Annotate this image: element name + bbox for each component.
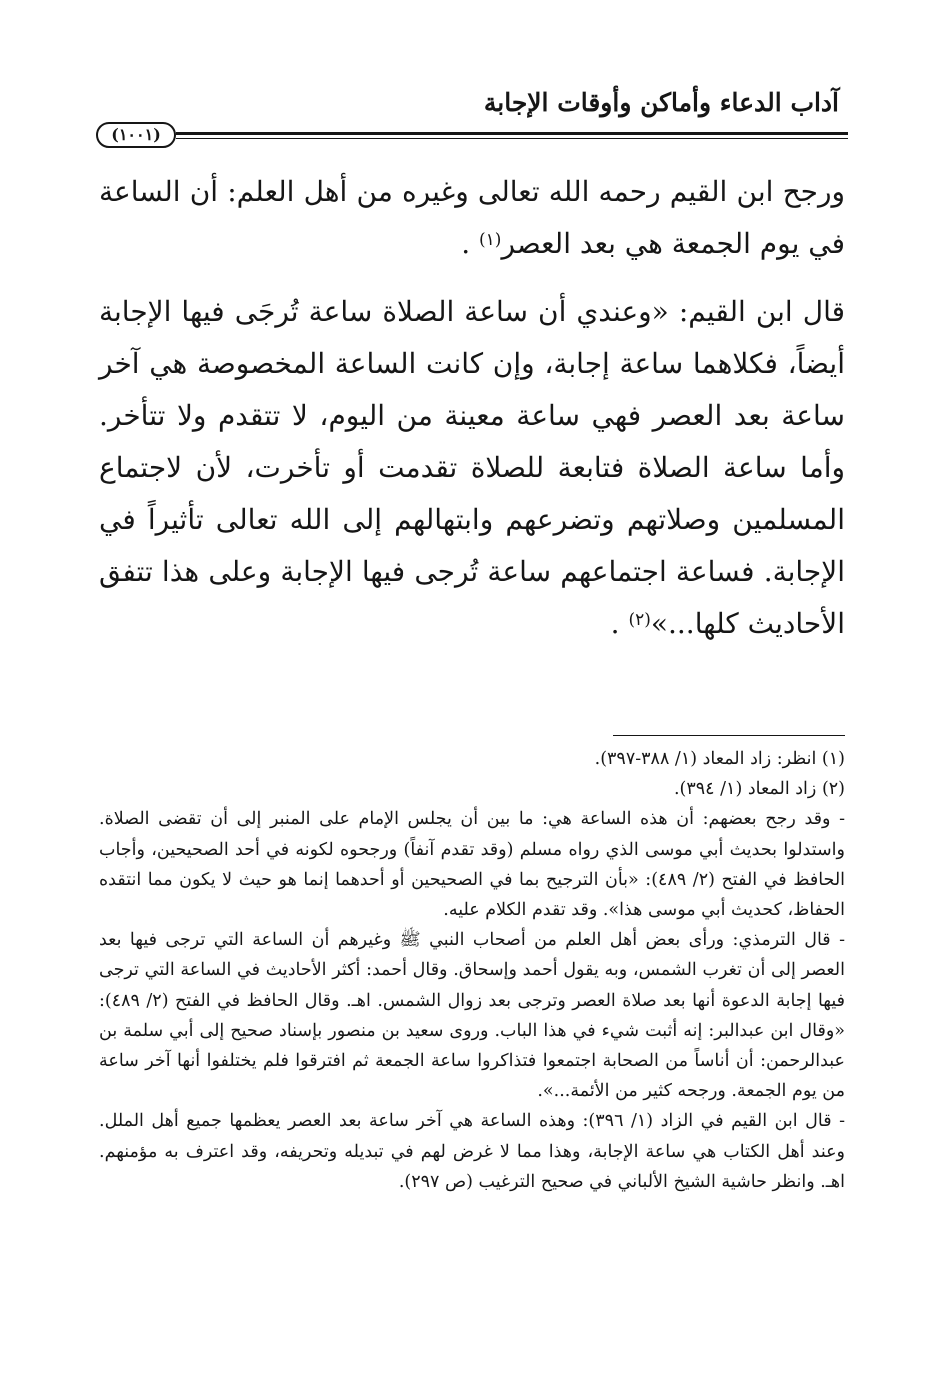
footnote-2: (٢) زاد المعاد (١/ ٣٩٤). [673,779,845,800]
paragraph-2 [99,286,845,650]
page-number: (١٠٠١) [96,122,176,148]
header-rule [96,125,848,144]
paragraph-2-end: . [610,607,629,640]
footnote-1: (١) انظر: زاد المعاد (١/ ٣٨٨-٣٩٧). [594,749,845,769]
main-text [99,166,845,650]
paragraph-2-text: قال ابن القيم: «وعندي أن ساعة الصلاة ساعة تُرجَى فيها الإجابة أيضاً، فكلاهما ساعة إجابة، وإن كانت الساعة المخصوصة هي آخر ساعة بعد العصر فهي ساعة معينة من اليوم، لا تتقدم ولا تتأخر. وأما ساعة الصلاة فتابعة للصلاة تقدمت أو تأخرت، لأن لاجتماع المسلمين وصلاتهم وتضرعهم وابتهالهم إلى الله تعالى تأثيراً في الإجابة. فساعة اجتماعهم ساعة تُرجى فيها الإجابة وعلى هذا تتفق الأحاديث كلها...» [99,295,845,640]
paragraph-1-text: ورجح ابن القيم رحمه الله تعالى وغيره من أهل العلم: أن الساعة في يوم الجمعة هي بعد العصر [99,175,845,260]
footnote-ref-1[interactable]: (١) [479,230,502,250]
footnote-ref-2[interactable]: (٢) [628,610,651,630]
running-header-title: آداب الدعاء وأماكن وأوقات الإجابة [483,88,839,117]
paragraph-1-end: . [461,227,480,260]
footnote-2-continuation-c: - قال ابن القيم في الزاد (١/ ٣٩٦): وهذه الساعة هي آخر ساعة بعد العصر يعظمها جميع أهل الملل. وعند أهل الكتاب هي ساعة الإجابة، وهذا مما لا غرض لهم في تبديله وتحريفه، وقد اعترف به مؤمنهم. اهـ. وانظر حاشية الشيخ الألباني في صحيح الترغيب (ص ٢٩٧). [99,1111,846,1192]
paragraph-1 [99,166,845,270]
footnote-2-continuation-b: - قال الترمذي: ورأى بعض أهل العلم من أصحاب النبي ﷺ وغيرهم أن الساعة التي ترجى فيها بعد العصر إلى أن تغرب الشمس، وبه يقول أحمد وإسحاق. وقال أحمد: أكثر الأحاديث في الساعة التي ترجى فيها إجابة الدعوة أنها بعد صلاة العصر وترجى بعد زوال الشمس. اهـ. وقال الحافظ في الفتح (٢/ ٤٨٩): «وقال ابن عبدالبر: إنه أثبت شيء في هذا الباب. وروى سعيد بن منصور بإسناد صحيح إلى أبي سلمة بن عبدالرحمن: أن أناساً من الصحابة اجتمعوا فتذاكروا ساعة الجمعة ثم افترقوا فلم يختلفوا أنها آخر ساعة من يوم الجمعة. ورجحه كثير من الأئمة...». [99,930,845,1102]
footnote-2-continuation-a: - وقد رجح بعضهم: أن هذه الساعة هي: ما بين أن يجلس الإمام على المنبر إلى أن تقضى الصلاة. واستدلوا بحديث أبي موسى الذي رواه مسلم (وقد تقدم آنفاً) ورجحوه لكونه في أحد الصحيحين، وأجاب الحافظ في الفتح (٢/ ٤٨٩): «بأن الترجيح بما في الصحيحين أو أحدهما إنما هو حيث لا يكون مما انتقده الحفاظ، كحديث أبي موسى هذا». وقد تقدم الكلام عليه. [99,809,846,921]
header-rule-thick-line [176,132,848,135]
header-rule-thin-line [176,138,848,139]
footnotes [99,744,845,1197]
footnote-separator [613,735,845,736]
